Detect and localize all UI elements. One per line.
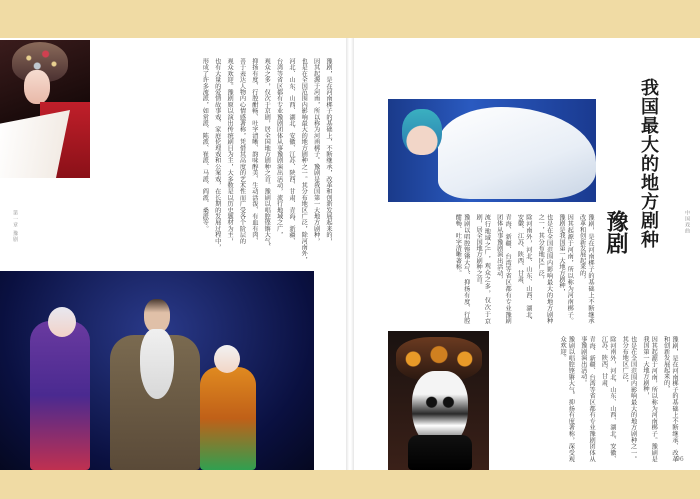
article-subtitle [600, 210, 630, 270]
right-lower-text-column: 除河南外，河北、山东、山西、湖北、安徽、江苏、陕西、甘肃、 [600, 336, 616, 462]
left-text-columns [200, 58, 332, 264]
right-upper-text-column: 流行地域之广，观众之多，仅次于京剧，居全国地方剧种之首。 [475, 214, 491, 324]
left-page [0, 38, 346, 470]
left-text-column: 善于表达人物内心情感著称，凭借其高度的艺术性而广受各个阶层的 [238, 58, 246, 244]
left-text-column: 台湾等省区都有专业豫剧团体从事豫剧演出活动，流行地域之广， [275, 58, 283, 238]
right-upper-text-column: 也是在全国范围内影响最大的地方剧种之一，其分布地区广泛， [537, 214, 553, 324]
right-lower-text-column: 因其起源于河南，所以称为河南梆子。豫剧是我国第一大地方剧种， [641, 336, 658, 462]
left-text-column: 观众之多，仅次于京剧，居全国地方剧种之首。豫剧以唱腔铿锵大气、 [263, 58, 271, 251]
left-text-column: 因其起源于河南，所以称为河南梆子。豫剧是我国第一大地方剧种， [312, 58, 320, 244]
magazine-spread [0, 38, 700, 470]
performer-right-head [214, 345, 240, 373]
right-upper-text-columns [453, 214, 594, 324]
right-lower-text-column: 豫剧以唱腔铿锵大气、抑扬有度著称，深受观众欢迎。 [559, 336, 575, 462]
article-title [630, 78, 660, 250]
right-lower-text-columns [558, 336, 678, 462]
page-number [676, 456, 684, 463]
right-lower-text-column: 也是在全国范围内影响最大的地方剧种之一。其分布地区广泛， [621, 336, 637, 462]
white-beard [140, 329, 174, 399]
performer-elder-head [144, 299, 170, 333]
three-performers-photo [0, 271, 314, 470]
left-text-column: 抑扬有度、行腔酣畅、吐字清晰、韵味醇美、生动活泼、有血有肉、 [250, 58, 258, 244]
performer-left-head [48, 307, 76, 337]
right-lower-text-column: 青海、新疆、台湾等省区都有专业豫剧团体从事豫剧演出活动。 [579, 336, 596, 462]
left-text-column: 也是在全国范围内影响最大的地方剧种之一。其分布地区广泛，除河南外， [300, 58, 308, 263]
black-beard [408, 435, 472, 470]
right-upper-text-column: 豫剧，是在河南梆子的基础上不断继承改革和创新发展起来的， [578, 214, 594, 324]
right-page [354, 38, 700, 470]
article-subtitle-text: 豫剧 [603, 210, 629, 254]
right-lower-text-column: 豫剧，是在河南梆子的基础上不断继承、改革和创新发展起来的， [662, 336, 678, 462]
performer-head [402, 109, 442, 155]
right-upper-text-column: 因其起源于河南，所以称为河南梆子。豫剧是我国第一大地方剧种， [557, 214, 574, 324]
right-upper-text-column: 豫剧以唱腔铿锵大气、抑扬有度、行腔酣畅、吐字清晰著称。 [454, 214, 470, 324]
article-title-text: 我国最大的地方剧种 [638, 78, 659, 249]
painted-face-photo [388, 331, 489, 470]
right-lower-body-text [498, 336, 678, 462]
right-upper-body-text [454, 214, 594, 324]
right-header-text: 中国戏曲 [684, 210, 690, 234]
opera-actress-photo [0, 40, 90, 178]
book-gutter [346, 38, 354, 470]
chapter-label-text: 第一章 豫剧 [12, 210, 18, 243]
chapter-label [8, 210, 18, 270]
performer-left-costume [30, 321, 90, 470]
right-upper-text-column: 青海、新疆、台湾等省区都有专业豫剧团体从事豫剧演出活动， [495, 214, 512, 324]
actress-face [24, 70, 50, 104]
left-text-column: 豫剧，是在河南梆子的基础上，不断继承，改革和创新发展起来的， [325, 58, 332, 244]
left-body-text [100, 58, 332, 264]
right-header [680, 210, 690, 250]
left-text-column: 也有大量的爱情故事戏、家庭伦理戏和公案戏，在长期的发展过程中， [213, 58, 221, 251]
left-text-column: 形成了许多流派，如常派、陈派、崔派、马派、阎派、桑派等。 [201, 58, 209, 232]
page-number-text: 96 [676, 456, 684, 463]
reclining-performer-photo [388, 99, 596, 202]
left-text-column: 河北、山东、山西、湖北、安徽、江苏、陕西、甘肃、青海、新疆、 [287, 58, 295, 244]
performer-right-costume [200, 367, 256, 470]
white-costume [438, 107, 596, 199]
right-upper-text-column: 除河南外，河北、山东、山西、湖北、安徽、江苏、陕西、甘肃、 [516, 214, 532, 324]
left-text-column: 观众欢迎。豫剧原以演出传统剧目为主，大多数是以历史题材为主， [226, 58, 234, 244]
